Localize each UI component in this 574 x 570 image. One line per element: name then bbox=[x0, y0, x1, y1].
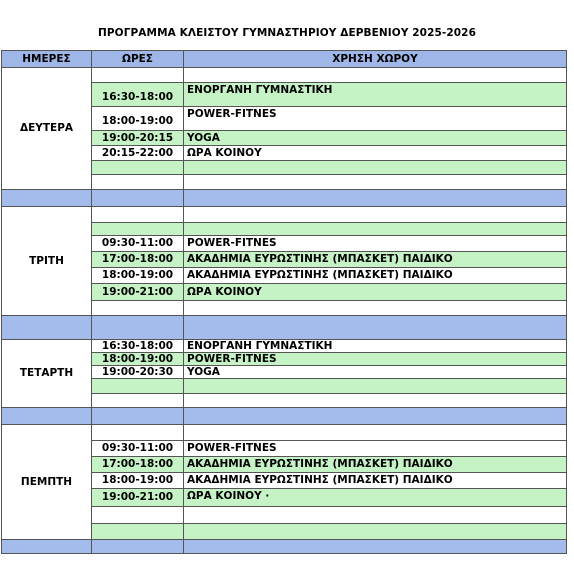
time-cell: 17:00-18:00 bbox=[92, 457, 184, 473]
use-cell bbox=[184, 394, 567, 408]
time-cell bbox=[92, 394, 184, 408]
time-cell bbox=[92, 175, 184, 190]
header-row bbox=[2, 51, 567, 68]
time-cell: 16:30-18:00 bbox=[92, 340, 184, 353]
use-cell: ΑΚΑΔΗΜΙΑ ΕΥΡΩΣΤΙΝΗΣ (ΜΠΑΣΚΕΤ) ΠΑΙΔΙΚΟ bbox=[184, 473, 567, 489]
time-cell: 09:30-11:00 bbox=[92, 441, 184, 457]
header-hours: ΩΡΕΣ bbox=[92, 51, 184, 68]
use-cell bbox=[184, 68, 567, 83]
use-cell bbox=[184, 161, 567, 175]
separator-row bbox=[2, 190, 567, 207]
use-cell: ΩΡΑ ΚΟΙΝΟΥ bbox=[184, 284, 567, 301]
use-cell: ΑΚΑΔΗΜΙΑ ΕΥΡΩΣΤΙΝΗΣ (ΜΠΑΣΚΕΤ) ΠΑΙΔΙΚΟ bbox=[184, 252, 567, 268]
use-cell: POWER-FITNES bbox=[184, 353, 567, 366]
header-use: ΧΡΗΣΗ ΧΩΡΟΥ bbox=[184, 51, 567, 68]
day-cell-wednesday: ΤΕΤΑΡΤΗ bbox=[2, 340, 92, 408]
use-cell: ΑΚΑΔΗΜΙΑ ΕΥΡΩΣΤΙΝΗΣ (ΜΠΑΣΚΕΤ) ΠΑΙΔΙΚΟ bbox=[184, 457, 567, 473]
time-cell bbox=[92, 301, 184, 316]
use-cell bbox=[184, 207, 567, 223]
use-cell: ΕΝΟΡΓΑΝΗ ΓΥΜΝΑΣΤΙΚΗ bbox=[184, 340, 567, 353]
time-cell: 18:00-19:00 bbox=[92, 268, 184, 284]
time-cell bbox=[92, 223, 184, 236]
use-cell: ΑΚΑΔΗΜΙΑ ΕΥΡΩΣΤΙΝΗΣ (ΜΠΑΣΚΕΤ) ΠΑΙΔΙΚΟ bbox=[184, 268, 567, 284]
use-cell: POWER-FITNES bbox=[184, 441, 567, 457]
use-cell bbox=[184, 524, 567, 540]
time-cell bbox=[92, 161, 184, 175]
page-title: ΠΡΟΓΡΑΜΜΑ ΚΛΕΙΣΤΟΥ ΓΥΜΝΑΣΤΗΡΙΟΥ ΔΕΡΒΕΝΙΟΥ 2025-2026 bbox=[98, 27, 476, 39]
use-cell bbox=[184, 379, 567, 394]
use-cell bbox=[184, 175, 567, 190]
use-cell bbox=[184, 301, 567, 316]
time-cell: 18:00-19:00 bbox=[92, 353, 184, 366]
use-cell: YOGA bbox=[184, 366, 567, 379]
separator-row bbox=[2, 316, 567, 340]
time-cell: 17:00-18:00 bbox=[92, 252, 184, 268]
time-cell bbox=[92, 68, 184, 83]
use-cell: ΩΡΑ ΚΟΙΝΟΥ bbox=[184, 146, 567, 161]
time-cell: 19:00-21:00 bbox=[92, 489, 184, 507]
table-row bbox=[2, 340, 567, 353]
separator-row bbox=[2, 408, 567, 425]
time-cell bbox=[92, 379, 184, 394]
use-cell bbox=[184, 425, 567, 441]
table-row bbox=[2, 207, 567, 223]
separator-row bbox=[2, 540, 567, 554]
day-cell-monday: ΔΕΥΤΕΡΑ bbox=[2, 68, 92, 190]
use-cell bbox=[184, 507, 567, 524]
header-days: ΗΜΕΡΕΣ bbox=[2, 51, 92, 68]
time-cell: 19:00-21:00 bbox=[92, 284, 184, 301]
use-cell: POWER-FITNES bbox=[184, 236, 567, 252]
day-cell-thursday: ΠΕΜΠΤΗ bbox=[2, 425, 92, 540]
time-cell: 20:15-22:00 bbox=[92, 146, 184, 161]
use-cell: YOGA bbox=[184, 131, 567, 146]
time-cell bbox=[92, 507, 184, 524]
use-cell: ΕΝΟΡΓΑΝΗ ΓΥΜΝΑΣΤΙΚΗ bbox=[184, 83, 567, 107]
schedule-table bbox=[1, 50, 567, 554]
time-cell: 19:00-20:15 bbox=[92, 131, 184, 146]
time-cell: 09:30-11:00 bbox=[92, 236, 184, 252]
time-cell bbox=[92, 524, 184, 540]
time-cell bbox=[92, 425, 184, 441]
table-row bbox=[2, 68, 567, 83]
time-cell: 18:00-19:00 bbox=[92, 473, 184, 489]
time-cell bbox=[92, 207, 184, 223]
table-row bbox=[2, 425, 567, 441]
use-cell: POWER-FITNES bbox=[184, 107, 567, 131]
day-cell-tuesday: ΤΡΙΤΗ bbox=[2, 207, 92, 316]
time-cell: 19:00-20:30 bbox=[92, 366, 184, 379]
time-cell: 16:30-18:00 bbox=[92, 83, 184, 107]
use-cell bbox=[184, 223, 567, 236]
time-cell: 18:00-19:00 bbox=[92, 107, 184, 131]
use-cell: ΩΡΑ ΚΟΙΝΟΥ · bbox=[184, 489, 567, 507]
